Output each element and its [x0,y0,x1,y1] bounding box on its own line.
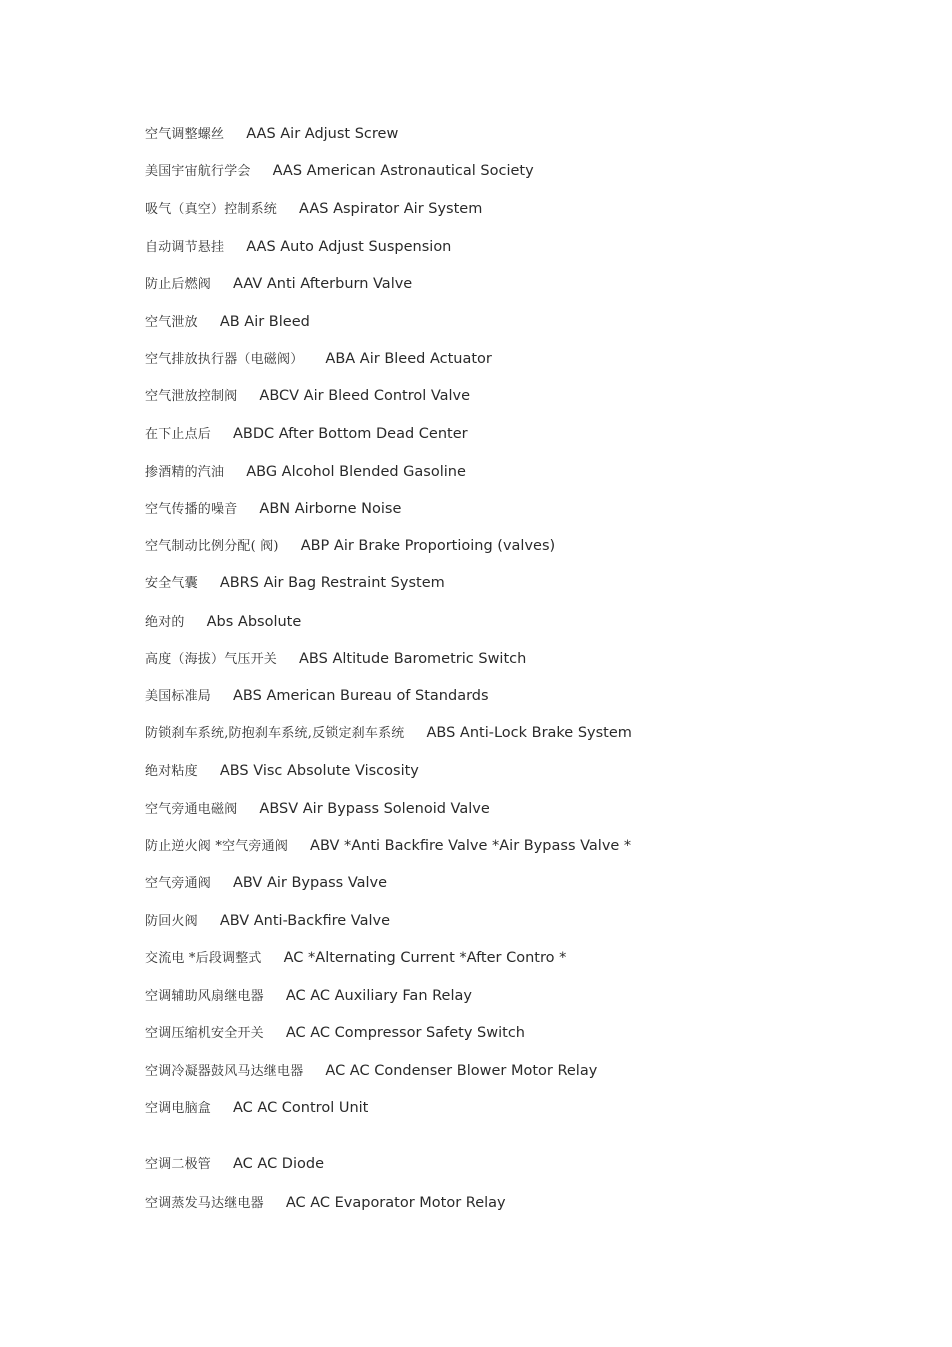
glossary-entry [145,1023,525,1043]
term-english: AAS Auto Adjust Suspension [246,239,452,255]
glossary-entry [145,948,566,968]
term-chinese: 高度（海拔）气压开关 [145,652,278,667]
glossary-entry [145,386,470,406]
term-english: ABV Anti-Backfire Valve [219,913,391,929]
term-english: AAV Anti Afterburn Valve [233,276,413,292]
term-english: ABV Air Bypass Valve [233,875,388,891]
term-chinese: 绝对的 [145,615,185,630]
term-english: ABA Air Bleed Actuator [325,351,492,367]
term-chinese: 绝对粘度 [145,764,198,779]
term-chinese: 交流电 *后段调整式 [145,951,262,966]
term-chinese: 自动调节悬挂 [145,240,225,255]
glossary-entry [145,873,387,893]
term-english: ABRS Air Bag Restraint System [219,575,445,591]
term-english: ABV *Anti Backfire Valve *Air Bypass Valve * [310,838,632,854]
glossary-entry [145,612,301,632]
term-chinese: 空气泄放控制阀 [145,389,238,404]
glossary-entry [145,199,482,219]
glossary-entry [145,1098,368,1118]
glossary-entry [145,573,445,593]
term-english: AAS Air Adjust Screw [246,126,399,142]
term-english: AC AC Control Unit [233,1100,369,1116]
glossary-entry [145,124,398,144]
glossary-entry [145,536,555,556]
term-chinese: 防止后燃阀 [145,277,212,292]
term-chinese: 美国标准局 [145,689,212,704]
term-chinese: 空气制动比例分配( 阀) [145,539,279,554]
term-english: AC AC Diode [233,1156,325,1172]
term-english: AC *Alternating Current *After Contro * [283,950,567,966]
term-english: AC AC Auxiliary Fan Relay [285,988,472,1004]
term-english: ABSV Air Bypass Solenoid Valve [259,801,490,817]
term-chinese: 空气排放执行器（电磁阀） [145,352,304,367]
glossary-entry [145,911,390,931]
term-chinese: 美国宇宙航行学会 [145,164,251,179]
term-english: AC AC Compressor Safety Switch [285,1025,525,1041]
term-chinese: 空调蒸发马达继电器 [145,1196,264,1211]
term-english: ABS Anti-Lock Brake System [426,725,632,741]
term-english: ABDC After Bottom Dead Center [233,426,468,442]
term-chinese: 空气泄放 [145,315,198,330]
glossary-entry [145,161,534,181]
term-english: ABP Air Brake Proportioing (valves) [300,538,556,554]
term-english: AAS Aspirator Air System [299,201,483,217]
term-chinese: 防止逆火阀 *空气旁通阀 [145,839,289,854]
glossary-entry [145,986,472,1006]
term-english: AC AC Condenser Blower Motor Relay [325,1063,598,1079]
term-english: ABN Airborne Noise [259,501,402,517]
term-english: AAS American Astronautical Society [272,163,534,179]
term-chinese: 安全气囊 [145,576,198,591]
term-chinese: 空气旁通阀 [145,876,212,891]
glossary-entry [145,274,412,294]
term-chinese: 空气调整螺丝 [145,127,225,142]
glossary-entry [145,462,466,482]
term-english: ABS Altitude Barometric Switch [299,651,527,667]
glossary-entry [145,686,489,706]
term-chinese: 空调二极管 [145,1157,212,1172]
term-english: ABS Visc Absolute Viscosity [219,763,419,779]
glossary-entry [145,799,490,819]
term-english: AB Air Bleed [219,314,310,330]
term-chinese: 防锁刹车系统,防抱刹车系统,反锁定刹车系统 [145,726,405,741]
glossary-entry [145,424,468,444]
glossary-entry [145,649,526,669]
term-chinese: 空调电脑盒 [145,1101,212,1116]
term-english: ABCV Air Bleed Control Valve [259,388,471,404]
glossary-entry [145,723,632,743]
term-chinese: 空调冷凝器鼓风马达继电器 [145,1064,304,1079]
term-chinese: 空气传播的噪音 [145,502,238,517]
glossary-entry [145,499,401,519]
term-english: AC AC Evaporator Motor Relay [285,1195,506,1211]
term-chinese: 空调压缩机安全开关 [145,1026,264,1041]
glossary-entry [145,1061,597,1081]
glossary-entry [145,761,419,781]
glossary-entry [145,836,631,856]
glossary-entry [145,237,451,257]
term-english: ABS American Bureau of Standards [233,688,489,704]
term-chinese: 空调辅助风扇继电器 [145,989,264,1004]
glossary-entry [145,349,492,369]
glossary-entry [145,1193,506,1213]
term-chinese: 在下止点后 [145,427,212,442]
term-chinese: 吸气（真空）控制系统 [145,202,278,217]
term-chinese: 空气旁通电磁阀 [145,802,238,817]
glossary-entry [145,1154,324,1174]
glossary-entry [145,312,310,332]
term-english: ABG Alcohol Blended Gasoline [246,464,466,480]
term-english: Abs Absolute [206,614,302,630]
term-chinese: 防回火阀 [145,914,198,929]
term-chinese: 掺酒精的汽油 [145,465,225,480]
